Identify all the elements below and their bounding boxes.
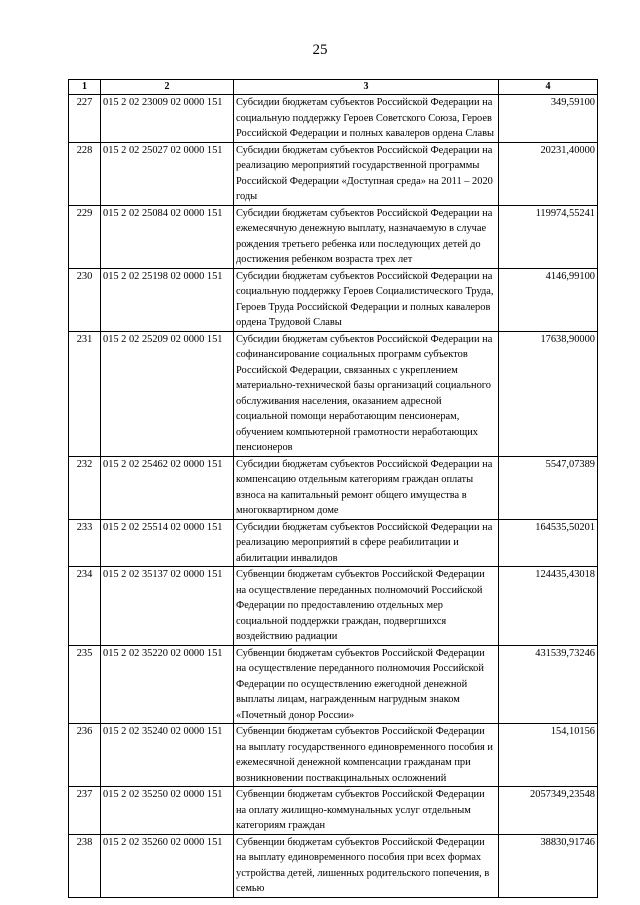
budget-code: 015 2 02 25027 02 0000 151 <box>101 142 234 205</box>
row-description: Субвенции бюджетам субъектов Российской Федерации на выплату государственного единовременного пособия и ежемесячной денежной компенсации гражданам при возникновении поствакцинальных осложнений <box>234 724 499 787</box>
table-header-row <box>69 80 598 95</box>
row-number: 238 <box>69 834 101 897</box>
row-description: Субсидии бюджетам субъектов Российской Федерации на реализацию мероприятий в сфере реабилитации и абилитации инвалидов <box>234 519 499 567</box>
row-amount: 2057349,23548 <box>499 787 598 835</box>
table-row <box>69 268 598 331</box>
budget-code: 015 2 02 25209 02 0000 151 <box>101 331 234 456</box>
column-header-4: 4 <box>499 80 598 95</box>
table-row <box>69 456 598 519</box>
row-description: Субсидии бюджетам субъектов Российской Федерации на ежемесячную денежную выплату, назначаемую в случае рождения третьего ребенка или последующих детей до достижения ребенком возраста трех лет <box>234 205 499 268</box>
row-number: 228 <box>69 142 101 205</box>
row-number: 232 <box>69 456 101 519</box>
row-amount: 164535,50201 <box>499 519 598 567</box>
row-description: Субсидии бюджетам субъектов Российской Федерации на компенсацию отдельным категориям граждан оплаты взноса на капитальный ремонт общего имущества в многоквартирном доме <box>234 456 499 519</box>
row-number: 236 <box>69 724 101 787</box>
row-number: 235 <box>69 645 101 724</box>
row-number: 234 <box>69 567 101 646</box>
table-row <box>69 95 598 143</box>
row-number: 227 <box>69 95 101 143</box>
row-number: 237 <box>69 787 101 835</box>
row-amount: 5547,07389 <box>499 456 598 519</box>
budget-code: 015 2 02 35260 02 0000 151 <box>101 834 234 897</box>
budget-code: 015 2 02 35250 02 0000 151 <box>101 787 234 835</box>
row-amount: 124435,43018 <box>499 567 598 646</box>
row-amount: 349,59100 <box>499 95 598 143</box>
table-row <box>69 724 598 787</box>
table-row <box>69 331 598 456</box>
table-row <box>69 787 598 835</box>
budget-code: 015 2 02 25084 02 0000 151 <box>101 205 234 268</box>
budget-code: 015 2 02 25514 02 0000 151 <box>101 519 234 567</box>
budget-code: 015 2 02 35220 02 0000 151 <box>101 645 234 724</box>
row-amount: 431539,73246 <box>499 645 598 724</box>
budget-code: 015 2 02 23009 02 0000 151 <box>101 95 234 143</box>
column-header-1: 1 <box>69 80 101 95</box>
row-description: Субвенции бюджетам субъектов Российской Федерации на осуществление переданного полномочия Российской Федерации по осуществлению ежегодной денежной выплаты лицам, награжденным нагрудным знаком «Почетный донор России» <box>234 645 499 724</box>
table-row <box>69 567 598 646</box>
row-description: Субвенции бюджетам субъектов Российской Федерации на осуществление переданных полномочий Российской Федерации по предоставлению отдельных мер социальной поддержки граждан, подвергшихся воздействию радиации <box>234 567 499 646</box>
row-amount: 154,10156 <box>499 724 598 787</box>
row-number: 230 <box>69 268 101 331</box>
row-amount: 4146,99100 <box>499 268 598 331</box>
table-row <box>69 519 598 567</box>
row-amount: 20231,40000 <box>499 142 598 205</box>
table-row <box>69 834 598 897</box>
row-amount: 119974,55241 <box>499 205 598 268</box>
page-number: 25 <box>312 42 328 58</box>
row-description: Субсидии бюджетам субъектов Российской Федерации на реализацию мероприятий государственной программы Российской Федерации «Доступная среда» на 2011 – 2020 годы <box>234 142 499 205</box>
column-header-3: 3 <box>234 80 499 95</box>
column-header-2: 2 <box>101 80 234 95</box>
budget-table <box>68 79 598 898</box>
row-description: Субсидии бюджетам субъектов Российской Федерации на социальную поддержку Героев Социалистического Труда, Героев Труда Российской Федерации и полных кавалеров ордена Трудовой Славы <box>234 268 499 331</box>
row-description: Субвенции бюджетам субъектов Российской Федерации на выплату единовременного пособия при всех формах устройства детей, лишенных родительского попечения, в семью <box>234 834 499 897</box>
row-amount: 17638,90000 <box>499 331 598 456</box>
row-number: 233 <box>69 519 101 567</box>
row-description: Субсидии бюджетам субъектов Российской Федерации на социальную поддержку Героев Советского Союза, Героев Российской Федерации и полных кавалеров ордена Славы <box>234 95 499 143</box>
row-amount: 38830,91746 <box>499 834 598 897</box>
row-description: Субвенции бюджетам субъектов Российской Федерации на оплату жилищно-коммунальных услуг отдельным категориям граждан <box>234 787 499 835</box>
budget-code: 015 2 02 35137 02 0000 151 <box>101 567 234 646</box>
table-row <box>69 645 598 724</box>
row-description: Субсидии бюджетам субъектов Российской Федерации на софинансирование социальных программ субъектов Российской Федерации, связанных с укреплением материально-технической базы организаций социального обслуживания населения, оказанием адресной социальной помощи неработающим пенсионерам, обучением компьютерной грамотности неработающих пенсионеров <box>234 331 499 456</box>
row-number: 229 <box>69 205 101 268</box>
table-row <box>69 142 598 205</box>
budget-code: 015 2 02 25198 02 0000 151 <box>101 268 234 331</box>
budget-code: 015 2 02 25462 02 0000 151 <box>101 456 234 519</box>
table-row <box>69 205 598 268</box>
budget-code: 015 2 02 35240 02 0000 151 <box>101 724 234 787</box>
row-number: 231 <box>69 331 101 456</box>
